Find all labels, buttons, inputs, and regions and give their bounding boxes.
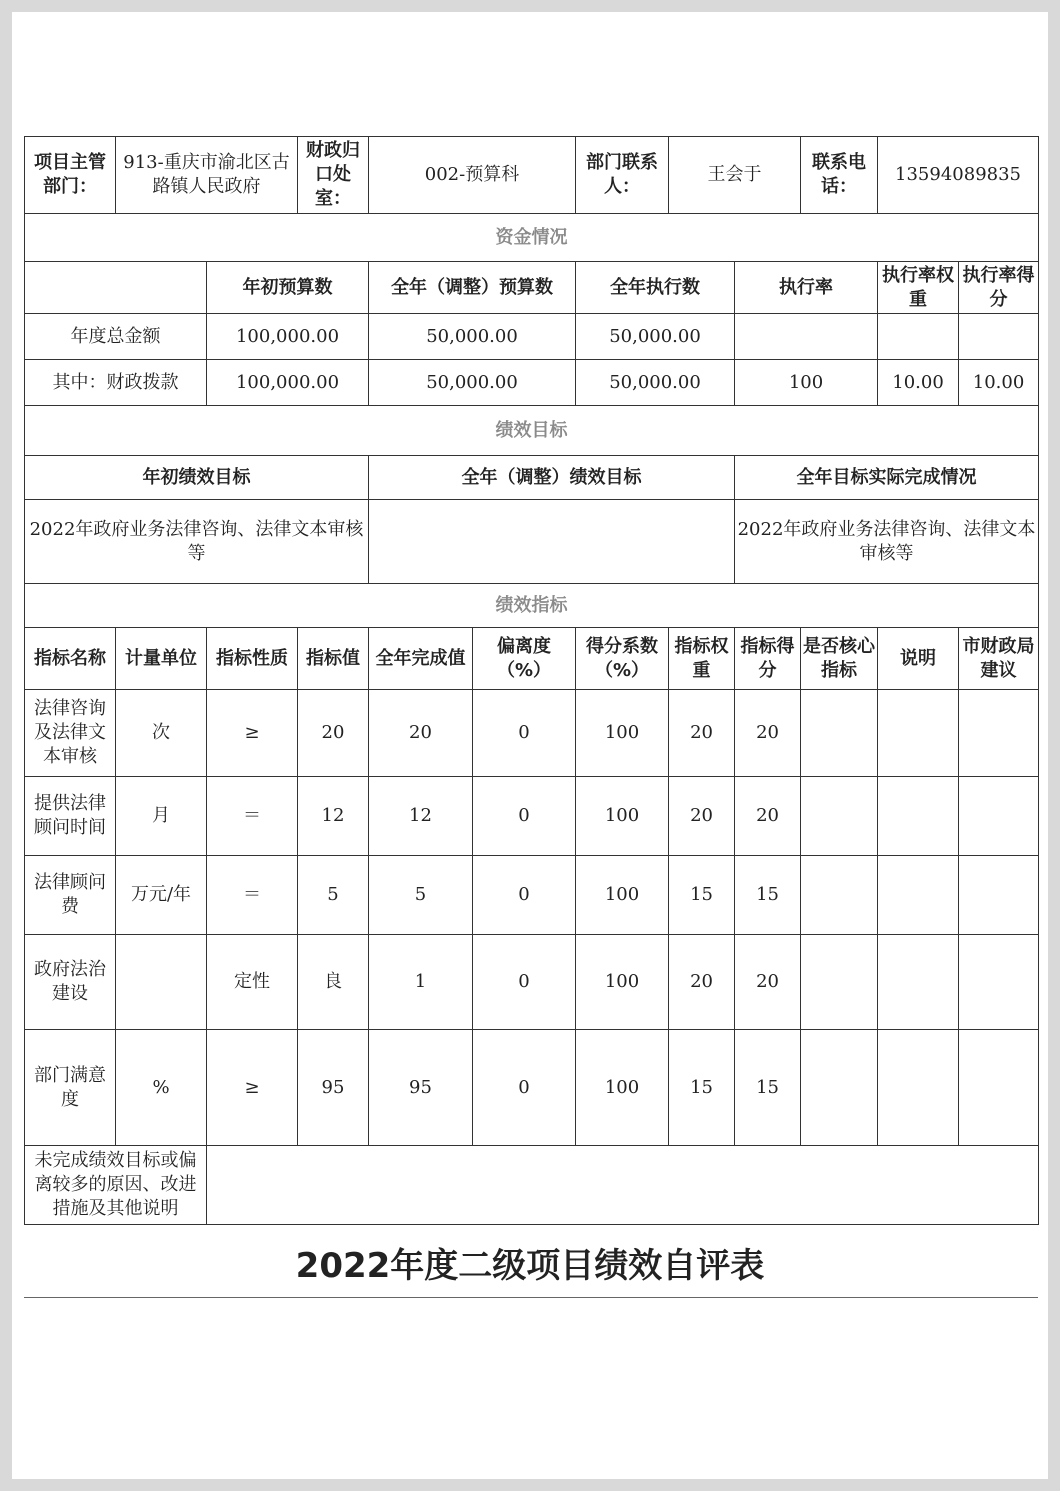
- indicator-cell: 100: [576, 690, 669, 777]
- indicator-row: [25, 856, 1039, 935]
- indicator-cell: 100: [576, 856, 669, 935]
- indicator-row: [25, 1030, 1039, 1146]
- notes-label: 未完成绩效目标或偏离较多的原因、改进措施及其他说明: [25, 1146, 207, 1225]
- goals-header-row: [25, 456, 1039, 500]
- indicator-cell: 5: [369, 856, 473, 935]
- indicator-cell: 次: [116, 690, 207, 777]
- indicator-cell: [878, 856, 959, 935]
- indicator-cell: 20: [298, 690, 369, 777]
- funds-header-blank: [25, 262, 207, 314]
- indicator-header-cell: 得分系数（%）: [576, 628, 669, 690]
- funds-cell: 100,000.00: [207, 360, 369, 406]
- funds-cell: [878, 314, 959, 360]
- funds-header-executed: 全年执行数: [576, 262, 735, 314]
- indicator-row: [25, 935, 1039, 1030]
- indicator-cell: 20: [735, 690, 801, 777]
- indicator-cell: [878, 935, 959, 1030]
- indicator-cell: 万元/年: [116, 856, 207, 935]
- goals-header-actual: 全年目标实际完成情况: [735, 456, 1039, 500]
- notes-value: [207, 1146, 1039, 1225]
- goals-header-initial: 年初绩效目标: [25, 456, 369, 500]
- funds-row: [25, 314, 1039, 360]
- indicator-row: [25, 777, 1039, 856]
- phone-label: 联系电话：: [801, 137, 878, 214]
- dept-label: 项目主管部门：: [25, 137, 116, 214]
- indicator-cell: 20: [669, 690, 735, 777]
- header-info-row: [25, 137, 1039, 214]
- funds-cell: 50,000.00: [576, 360, 735, 406]
- indicator-cell: [959, 777, 1039, 856]
- indicator-header-cell: 是否核心指标: [801, 628, 878, 690]
- indicators-header-row: [25, 628, 1039, 690]
- indicator-cell: 0: [473, 1030, 576, 1146]
- indicator-cell: 95: [298, 1030, 369, 1146]
- indicator-cell: 20: [735, 777, 801, 856]
- notes-row: [25, 1146, 1039, 1225]
- indicator-cell: [959, 935, 1039, 1030]
- indicator-cell: 良: [298, 935, 369, 1030]
- indicator-cell: [801, 1030, 878, 1146]
- indicator-cell: [801, 777, 878, 856]
- indicator-cell: 100: [576, 1030, 669, 1146]
- indicator-cell: 月: [116, 777, 207, 856]
- indicator-cell: [878, 777, 959, 856]
- funds-cell: [735, 314, 878, 360]
- indicator-cell: 法律顾问费: [25, 856, 116, 935]
- goals-section-title: 绩效目标: [25, 406, 1039, 456]
- indicator-cell: 12: [369, 777, 473, 856]
- indicator-cell: [878, 1030, 959, 1146]
- indicator-cell: 20: [669, 777, 735, 856]
- contact-label: 部门联系人：: [576, 137, 669, 214]
- indicator-cell: ≥: [207, 1030, 298, 1146]
- indicator-cell: 20: [669, 935, 735, 1030]
- funds-cell: 10.00: [959, 360, 1039, 406]
- indicator-cell: 15: [669, 856, 735, 935]
- funds-cell: 100,000.00: [207, 314, 369, 360]
- indicator-cell: 0: [473, 777, 576, 856]
- performance-evaluation-table: [24, 136, 1039, 1225]
- indicator-cell: 0: [473, 690, 576, 777]
- indicator-cell: 0: [473, 935, 576, 1030]
- indicator-header-cell: 指标权重: [669, 628, 735, 690]
- indicator-cell: 15: [735, 856, 801, 935]
- indicator-cell: [801, 935, 878, 1030]
- indicator-header-cell: 市财政局建议: [959, 628, 1039, 690]
- indicator-header-cell: 指标值: [298, 628, 369, 690]
- funds-header-exec-rate: 执行率: [735, 262, 878, 314]
- goals-value-row: [25, 500, 1039, 584]
- indicator-cell: %: [116, 1030, 207, 1146]
- indicator-header-cell: 指标名称: [25, 628, 116, 690]
- indicator-cell: ＝: [207, 856, 298, 935]
- funds-section-title: 资金情况: [25, 214, 1039, 262]
- goals-header-adjusted: 全年（调整）绩效目标: [369, 456, 735, 500]
- funds-row: [25, 360, 1039, 406]
- funds-cell: 50,000.00: [369, 360, 576, 406]
- funds-cell: 50,000.00: [369, 314, 576, 360]
- dept-value: 913-重庆市渝北区古路镇人民政府: [116, 137, 298, 214]
- indicator-cell: 政府法治建设: [25, 935, 116, 1030]
- indicator-cell: 法律咨询及法律文本审核: [25, 690, 116, 777]
- funds-cell: 50,000.00: [576, 314, 735, 360]
- goals-actual-value: 2022年政府业务法律咨询、法律文本审核等: [735, 500, 1039, 584]
- indicator-cell: [801, 856, 878, 935]
- indicator-cell: 15: [669, 1030, 735, 1146]
- indicator-header-cell: 计量单位: [116, 628, 207, 690]
- divider: [24, 1297, 1038, 1298]
- goals-adjusted-value: [369, 500, 735, 584]
- indicator-cell: 提供法律顾问时间: [25, 777, 116, 856]
- indicator-cell: 5: [298, 856, 369, 935]
- funds-cell: 100: [735, 360, 878, 406]
- finance-label: 财政归口处室：: [298, 137, 369, 214]
- indicator-cell: 0: [473, 856, 576, 935]
- indicator-cell: [959, 690, 1039, 777]
- indicator-header-cell: 全年完成值: [369, 628, 473, 690]
- indicator-header-cell: 偏离度（%）: [473, 628, 576, 690]
- funds-cell: 年度总金额: [25, 314, 207, 360]
- indicator-cell: ≥: [207, 690, 298, 777]
- indicator-cell: [959, 1030, 1039, 1146]
- indicator-cell: 20: [735, 935, 801, 1030]
- indicator-cell: 20: [369, 690, 473, 777]
- phone-value: 13594089835: [878, 137, 1039, 214]
- funds-cell: [959, 314, 1039, 360]
- funds-header-initial-budget: 年初预算数: [207, 262, 369, 314]
- funds-cell: 10.00: [878, 360, 959, 406]
- indicator-cell: 12: [298, 777, 369, 856]
- indicators-section-title: 绩效指标: [25, 584, 1039, 628]
- indicator-cell: [801, 690, 878, 777]
- indicator-header-cell: 指标性质: [207, 628, 298, 690]
- indicator-cell: [878, 690, 959, 777]
- funds-header-rate-score: 执行率得分: [959, 262, 1039, 314]
- indicator-header-cell: 说明: [878, 628, 959, 690]
- funds-header-adjusted-budget: 全年（调整）预算数: [369, 262, 576, 314]
- document-title: 2022年度二级项目绩效自评表: [295, 1246, 765, 1286]
- indicator-cell: 1: [369, 935, 473, 1030]
- funds-cell: 其中：财政拨款: [25, 360, 207, 406]
- funds-header-rate-weight: 执行率权重: [878, 262, 959, 314]
- funds-header-row: [25, 262, 1039, 314]
- goals-initial-value: 2022年政府业务法律咨询、法律文本审核等: [25, 500, 369, 584]
- indicator-cell: ＝: [207, 777, 298, 856]
- form-page: [12, 12, 1048, 1479]
- indicator-cell: [959, 856, 1039, 935]
- indicator-cell: 100: [576, 777, 669, 856]
- indicator-row: [25, 690, 1039, 777]
- indicator-cell: 100: [576, 935, 669, 1030]
- finance-value: 002-预算科: [369, 137, 576, 214]
- indicator-cell: 定性: [207, 935, 298, 1030]
- indicator-cell: [116, 935, 207, 1030]
- indicator-cell: 部门满意度: [25, 1030, 116, 1146]
- indicator-cell: 95: [369, 1030, 473, 1146]
- indicator-cell: 15: [735, 1030, 801, 1146]
- indicator-header-cell: 指标得分: [735, 628, 801, 690]
- contact-value: 王会于: [669, 137, 801, 214]
